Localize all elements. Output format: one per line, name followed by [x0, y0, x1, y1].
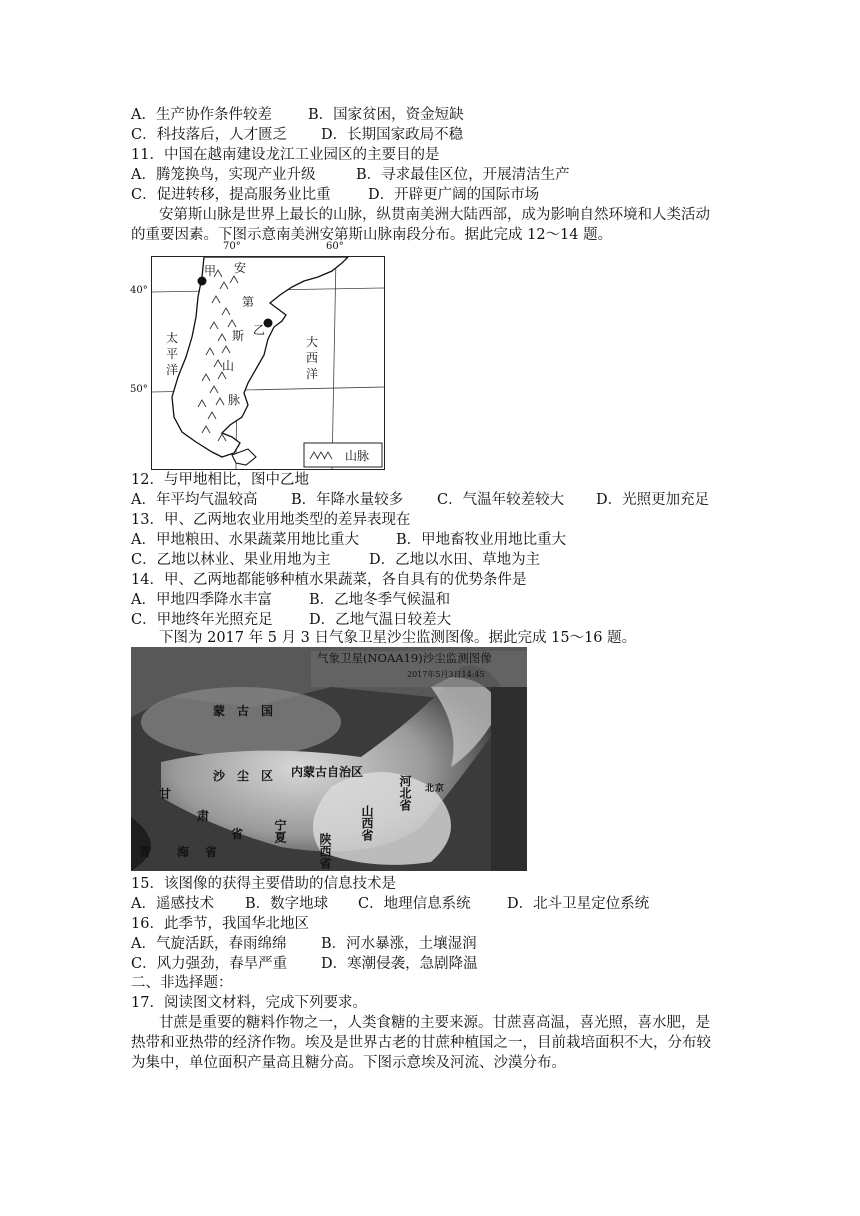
label-shanxi: 山西省	[360, 805, 374, 841]
q12-option-b: B．年降水量较多	[291, 492, 404, 508]
q15-option-b: B．数字地球	[245, 896, 329, 912]
q16-option-c: C．风力强劲，春旱严重	[131, 956, 288, 972]
satellite-dust-image	[131, 647, 527, 871]
q14-options-row2	[131, 610, 451, 630]
section-2-heading: 二、非选择题：	[131, 975, 233, 991]
label-yi: 乙	[253, 323, 266, 337]
q11-options-row2	[131, 185, 539, 205]
label-lon-70: 70°	[223, 241, 241, 252]
q13-option-a: A．甲地粮田、水果蔬菜用地比重大	[131, 532, 359, 548]
q10-option-c: C．科技落后，人才匮乏	[131, 127, 288, 143]
q14-option-b: B．乙地冬季气候温和	[309, 592, 451, 608]
label-lat-50: 50°	[130, 384, 148, 395]
q16-options-row2	[131, 954, 478, 974]
q16-stem: 16．此季节，我国华北地区	[131, 916, 309, 932]
label-andes-2: 第	[242, 295, 255, 309]
q16-option-d: D．寒潮侵袭，急剧降温	[321, 956, 478, 972]
label-ningxia: 宁夏	[273, 819, 287, 843]
q13-option-b: B．甲地畜牧业用地比重大	[396, 532, 567, 548]
q12-options	[131, 490, 709, 510]
label-andes-4: 山	[222, 359, 235, 373]
label-gansu-3: 省	[231, 827, 244, 841]
andes-map-drawing	[152, 257, 384, 469]
q10-option-a: A．生产协作条件较差	[131, 107, 272, 123]
q11-option-d: D．开辟更广阔的国际市场	[368, 187, 540, 203]
label-shaanxi: 陕西省	[318, 833, 332, 869]
q13-options-row2	[131, 550, 540, 570]
label-hebei: 河北省	[398, 775, 412, 811]
intro-15-16: 下图为 2017 年 5 月 3 日气象卫星沙尘监测图像。据此完成 15～16 题。	[159, 630, 637, 646]
label-atlantic-3: 洋	[306, 367, 319, 381]
label-atlantic-2: 西	[306, 351, 319, 365]
q16-option-b: B．河水暴涨，土壤湿润	[321, 936, 477, 952]
label-gansu-1: 甘	[159, 787, 172, 801]
q10-option-b: B．国家贫困，资金短缺	[308, 107, 464, 123]
label-pacific-1: 太	[166, 331, 179, 345]
q15-option-d: D．北斗卫星定位系统	[507, 896, 650, 912]
q12-option-d: D．光照更加充足	[596, 492, 710, 508]
q14-option-d: D．乙地气温日较差大	[309, 612, 452, 628]
label-qinghai-2: 海	[177, 845, 190, 859]
q11-option-c: C．促进转移，提高服务业比重	[131, 187, 331, 203]
satellite-date: 2017年5月3日14:45	[407, 670, 485, 679]
q17-paragraph-line2: 热带和亚热带的经济作物。埃及是世界古老的甘蔗种植国之一，目前栽培面积不大，分布较	[131, 1035, 711, 1051]
q14-options-row1	[131, 590, 450, 610]
label-pacific-3: 洋	[166, 363, 179, 377]
q12-stem: 12．与甲地相比，图中乙地	[131, 472, 309, 488]
label-andes-5: 脉	[228, 393, 241, 407]
label-dust-area: 沙 尘 区	[213, 769, 274, 783]
q10-options-row1	[131, 105, 464, 125]
q15-option-c: C．地理信息系统	[358, 896, 471, 912]
label-beijing-2: 京	[435, 784, 445, 794]
label-lon-60: 60°	[326, 241, 344, 252]
legend-label: 山脉	[345, 449, 370, 463]
label-andes-1: 安	[234, 261, 247, 275]
q13-stem: 13．甲、乙两地农业用地类型的差异表现在	[131, 512, 411, 528]
q17-paragraph-line3: 为集中，单位面积产量高且糖分高。下图示意埃及河流、沙漠分布。	[131, 1055, 566, 1071]
q11-options-row1	[131, 165, 570, 185]
label-mongolia: 蒙 古 国	[213, 704, 274, 718]
q15-option-a: A．遥感技术	[131, 896, 214, 912]
q12-option-c: C．气温年较差较大	[437, 492, 565, 508]
satellite-title: 气象卫星(NOAA19)沙尘监测图像	[317, 651, 492, 665]
label-andes-3: 斯	[232, 329, 245, 343]
q17-stem: 17．阅读图文材料，完成下列要求。	[131, 995, 367, 1011]
q15-options	[131, 894, 649, 914]
label-inner-mongolia: 内蒙古自治区	[291, 765, 364, 779]
q11-option-b: B．寻求最佳区位，开展清洁生产	[356, 167, 570, 183]
label-qinghai-1: 青	[139, 845, 152, 859]
q10-options-row2	[131, 125, 463, 145]
label-beijing: 北	[425, 784, 435, 794]
south-america-coast	[172, 257, 348, 457]
q11-stem: 11．中国在越南建设龙江工业园区的主要目的是	[131, 147, 440, 163]
label-atlantic-1: 大	[306, 335, 319, 349]
q14-stem: 14．甲、乙两地都能够种植水果蔬菜，各自具有的优势条件是	[131, 572, 527, 588]
q16-options-row1	[131, 934, 477, 954]
q10-option-d: D．长期国家政局不稳	[321, 127, 464, 143]
label-pacific-2: 平	[166, 347, 179, 361]
label-jia: 甲	[204, 264, 217, 278]
q14-option-a: A．甲地四季降水丰富	[131, 592, 272, 608]
intro-12-14-line2: 的重要因素。下图示意南美洲安第斯山脉南段分布。据此完成 12～14 题。	[131, 227, 613, 243]
q17-paragraph-line1: 甘蔗是重要的糖料作物之一，人类食糖的主要来源。甘蔗喜高温，喜光照，喜水肥，是	[159, 1015, 710, 1031]
q14-option-c: C．甲地终年光照充足	[131, 612, 273, 628]
andes-map	[151, 256, 385, 470]
q13-option-d: D．乙地以水田、草地为主	[369, 552, 541, 568]
q13-options-row1	[131, 530, 566, 550]
label-gansu-2: 肃	[197, 809, 210, 823]
label-qinghai-3: 省	[205, 845, 218, 859]
q16-option-a: A．气旋活跃，春雨绵绵	[131, 936, 287, 952]
q15-stem: 15．该图像的获得主要借助的信息技术是	[131, 876, 396, 892]
intro-12-14-line1: 安第斯山脉是世界上最长的山脉，纵贯南美洲大陆西部，成为影响自然环境和人类活动	[159, 207, 710, 223]
q12-option-a: A．年平均气温较高	[131, 492, 258, 508]
q13-option-c: C．乙地以林业、果业用地为主	[131, 552, 331, 568]
label-lat-40: 40°	[130, 285, 148, 296]
q11-option-a: A．腾笼换鸟，实现产业升级	[131, 167, 316, 183]
